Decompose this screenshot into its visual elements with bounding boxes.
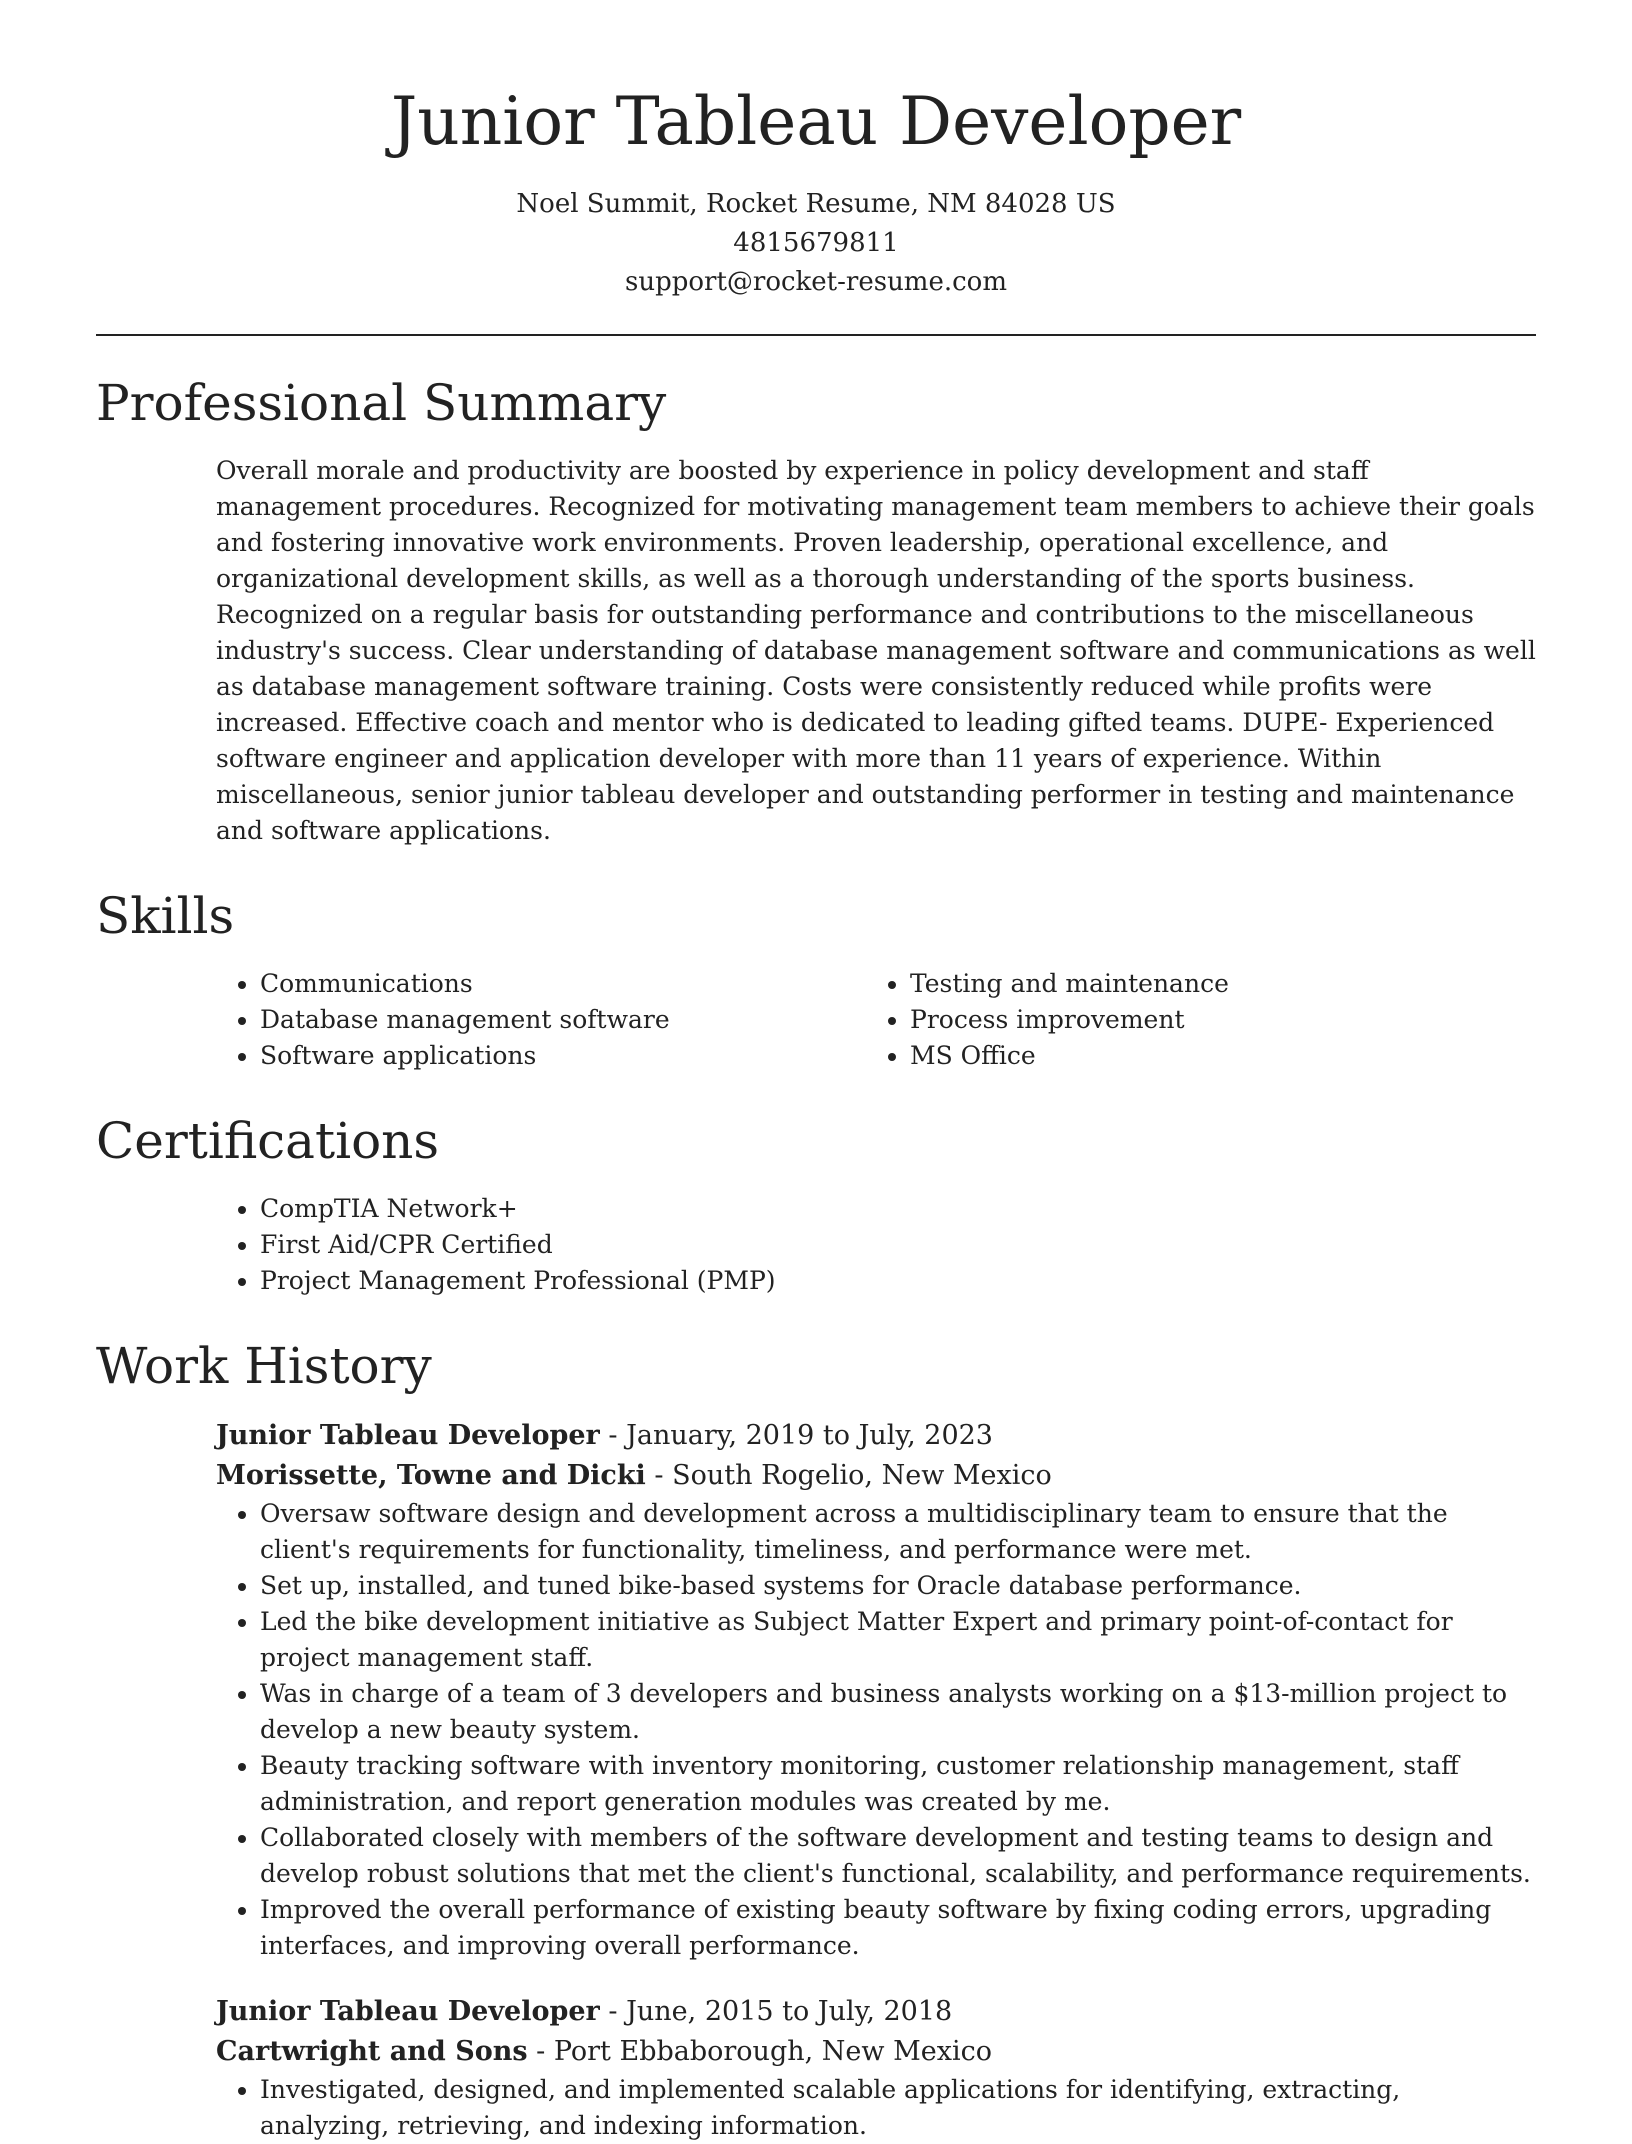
skill-item: • Software applications (260, 1038, 866, 1074)
skills-heading: Skills (96, 886, 235, 945)
certification-item: • Project Management Professional (PMP) (260, 1263, 1536, 1299)
job-bullet: • Was in charge of a team of 3 developers and business analysts working on a $13-million project to develop a new beauty system. (260, 1676, 1536, 1748)
job-entry (216, 1416, 1536, 1964)
job-location: - Port Ebbaborough, New Mexico (527, 2035, 992, 2067)
header-divider (96, 334, 1536, 336)
certifications-list (216, 1191, 1536, 1299)
skill-item: • Testing and maintenance (910, 966, 1516, 1002)
phone-text: 4815679811 (733, 227, 899, 258)
job-bullet: • Collaborated closely with members of the software development and testing teams to design and develop robust solutions that met the client's functional, scalability, and performance requirements. (260, 1820, 1536, 1892)
job-role: Junior Tableau Developer (216, 1419, 600, 1451)
job-role: Junior Tableau Developer (216, 1995, 600, 2027)
email-text: support@rocket-resume.com (624, 266, 1007, 297)
job-bullet: • Oversaw software design and development across a multidisciplinary team to ensure that the client's requirements for functionality, timeliness, and performance were met. (260, 1496, 1536, 1568)
skill-item: • Database management software (260, 1002, 866, 1038)
job-bullet: • Beauty tracking software with inventory monitoring, customer relationship management, staff administration, and report generation modules was created by me. (260, 1748, 1536, 1820)
job-company-line (216, 1456, 1536, 1496)
certifications-section (216, 1191, 1536, 1299)
skills-list-right (866, 966, 1516, 1074)
skill-item: • Process improvement (910, 1002, 1516, 1038)
job-location: - South Rogelio, New Mexico (645, 1459, 1052, 1491)
job-dates: - January, 2019 to July, 2023 (599, 1419, 993, 1451)
skills-section (216, 966, 1536, 1074)
job-title-line (216, 1992, 1536, 2032)
certification-item: • First Aid/CPR Certified (260, 1227, 1536, 1263)
skill-item: • Communications (260, 966, 866, 1002)
summary-heading: Professional Summary (96, 373, 667, 432)
work-history-section (216, 1416, 1536, 2144)
certification-item: • CompTIA Network+ (260, 1191, 1536, 1227)
job-dates: - June, 2015 to July, 2018 (599, 1995, 953, 2027)
resume-header (96, 0, 1536, 302)
certifications-heading: Certifications (96, 1111, 440, 1170)
work-history-heading: Work History (96, 1336, 432, 1395)
job-bullets (216, 2072, 1536, 2144)
job-bullet: • Investigated, designed, and implemented scalable applications for identifying, extracting, analyzing, retrieving, and indexing information. (260, 2072, 1536, 2144)
job-bullet: • Improved the overall performance of existing beauty software by fixing coding errors, upgrading interfaces, and improving overall performance. (260, 1892, 1536, 1964)
resume-title: Junior Tableau Developer (390, 83, 1242, 160)
skills-list-left (216, 966, 866, 1074)
job-company: Cartwright and Sons (216, 2035, 528, 2067)
address-text: Noel Summit, Rocket Resume, NM 84028 US (516, 188, 1116, 219)
job-bullet: • Set up, installed, and tuned bike-based systems for Oracle database performance. (260, 1568, 1536, 1604)
skills-column-right (866, 966, 1516, 1074)
contact-block (96, 185, 1536, 302)
job-company-line (216, 2032, 1536, 2072)
skills-grid (216, 966, 1536, 1074)
skill-item: • MS Office (910, 1038, 1516, 1074)
skills-column-left (216, 966, 866, 1074)
job-company: Morissette, Towne and Dicki (216, 1459, 646, 1491)
summary-paragraph: Overall morale and productivity are boosted by experience in policy development and staff management procedures. Recognized for motivating management team members to achieve their goals and fostering innovative work environments. Proven leadership, operational excellence, and organizational development skills, as well as a thorough understanding of the sports business. Recognized on a regular basis for outstanding performance and contributions to the miscellaneous industry's success. Clear understanding of database management software and communications as well as database management software training. Costs were consistently reduced while profits were increased. Effective coach and mentor who is dedicated to leading gifted teams. DUPE- Experienced software engineer and application developer with more than 11 years of experience. Within miscellaneous, senior junior tableau developer and outstanding performer in testing and maintenance and software applications. (216, 455, 1536, 845)
job-bullets (216, 1496, 1536, 1964)
job-title-line (216, 1416, 1536, 1456)
summary-section (216, 453, 1536, 849)
job-entry (216, 1992, 1536, 2144)
job-bullet: • Led the bike development initiative as Subject Matter Expert and primary point-of-contact for project management staff. (260, 1604, 1536, 1676)
